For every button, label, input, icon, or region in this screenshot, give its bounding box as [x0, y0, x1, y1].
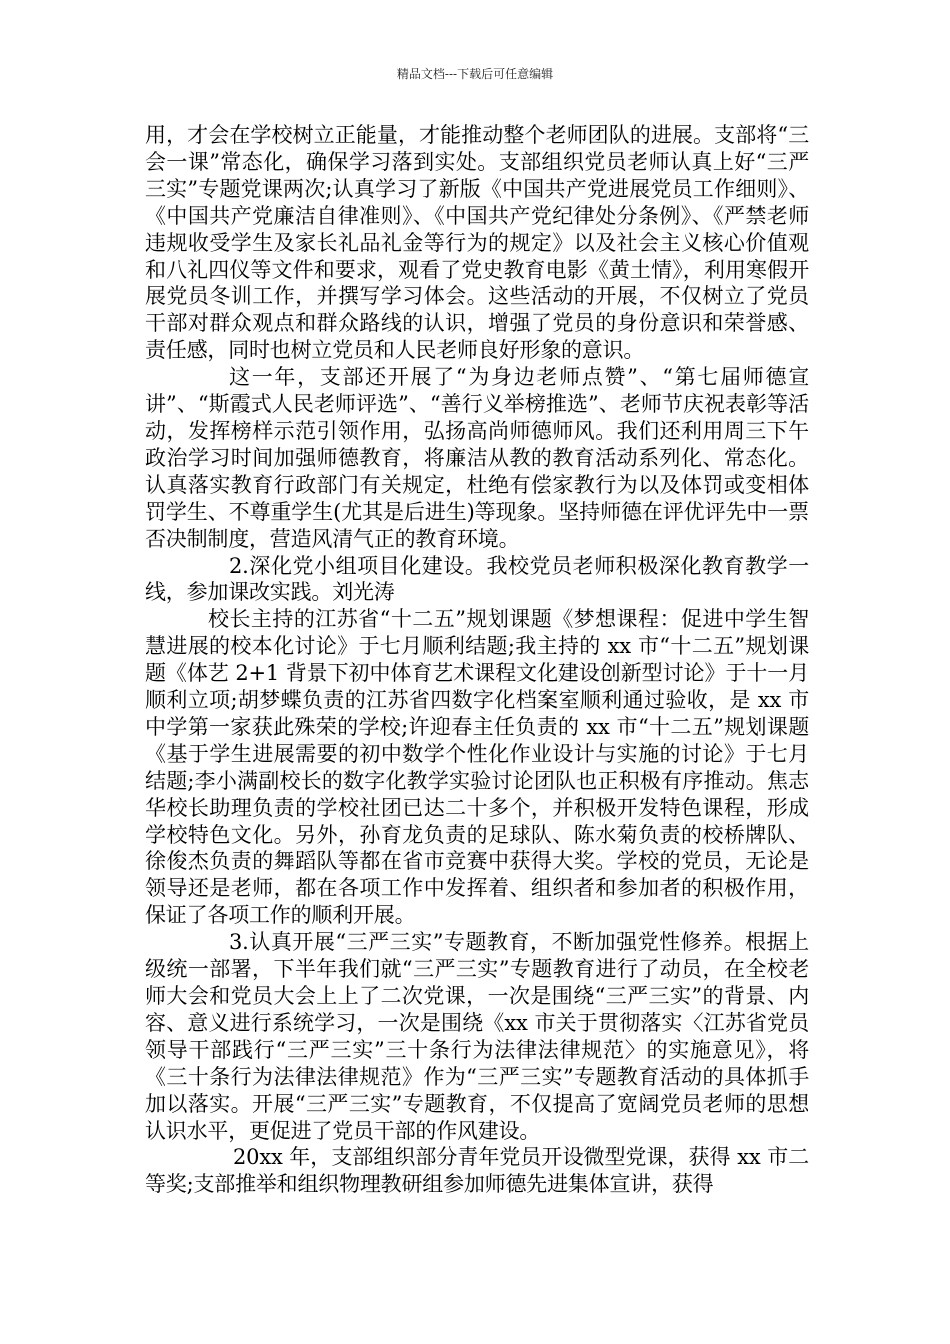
paragraph-5: 3.认真开展“三严三实”专题教育，不断加强党性修养。根据上级统一部署，下半年我们就“三严三实”专题教育进行了动员，在全校老师大会和党员大会上上了二次党课，一次是围绕“三严三实”的背景、内容、意义进行系统学习，一次是围绕《xx 市关于贯彻落实〈江苏省党员领导干部践行“三严三实”三十条行为法律法律规范〉的实施意见》，将《三十条行为法律法律规范》作为“三严三实”专题教育活动的具体抓手加以落实。开展“三严三实”专题教育，不仅提高了宽阔党员老师的思想认识水平，更促进了党员干部的作风建设。: [145, 930, 809, 1143]
paragraph-6: 20xx 年，支部组织部分青年党员开设微型党课，获得 xx 市二等奖;支部推举和组织物理教研组参加师德先进集体宣讲，获得: [145, 1145, 809, 1197]
paragraph-3: 2.深化党小组项目化建设。我校党员老师积极深化教育教学一线，参加课改实践。刘光涛: [145, 553, 809, 605]
paragraph-1: 用，才会在学校树立正能量，才能推动整个老师团队的进展。支部将“三会一课”常态化，确保学习落到实处。支部组织党员老师认真上好“三严三实”专题党课两次;认真学习了新版《中国共产党进展党员工作细则》、《中国共产党廉洁自律准则》、《中国共产党纪律处分条例》、《严禁老师违规收受学生及家长礼品礼金等行为的规定》以及社会主义核心价值观和八礼四仪等文件和要求，观看了党史教育电影《黄土情》，利用寒假开展党员冬训工作，并撰写学习体会。这些活动的开展，不仅树立了党员干部对群众观点和群众路线的认识，增强了党员的身份意识和荣誉感、责任感，同时也树立党员和人民老师良好形象的意识。: [145, 123, 809, 363]
page-header: 精品文档---下载后可任意编辑: [396, 67, 554, 81]
paragraph-2: 这一年，支部还开展了“为身边老师点赞”、“第七届师德宣讲”、“斯霞式人民老师评选”、“善行义举榜推选”、老师节庆祝表彰等活动，发挥榜样示范引领作用，弘扬高尚师德师风。我们还利用周三下午政治学习时间加强师德教育，将廉洁从教的教育活动系列化、常态化。认真落实教育行政部门有关规定，杜绝有偿家教行为以及体罚或变相体罚学生、不尊重学生(尤其是后进生)等现象。坚持师德在评优评先中一票否决制制度，营造风清气正的教育环境。: [145, 365, 809, 551]
document-body: [145, 122, 809, 1198]
paragraph-4: 校长主持的江苏省“十二五”规划课题《梦想课程：促进中学生智慧进展的校本化讨论》于七月顺利结题;我主持的 xx 市“十二五”规划课题《体艺 2+1 背景下初中体育艺术课程文化建设创新型讨论》于十一月顺利立项;胡梦蝶负责的江苏省四数字化档案室顺利通过验收，是 xx 市中学第一家获此殊荣的学校;许迎春主任负责的 xx 市“十二五”规划课题《基于学生进展需要的初中数学个性化作业设计与实施的讨论》于七月结题;李小满副校长的数字化教学实验讨论团队也正积极有序推动。焦志华校长助理负责的学校社团已达二十多个，并积极开发特色课程，形成学校特色文化。另外，孙育龙负责的足球队、陈水菊负责的校桥牌队、徐俊杰负责的舞蹈队等都在省市竞赛中获得大奖。学校的党员，无论是领导还是老师，都在各项工作中发挥着、组织者和参加者的积极作用，保证了各项工作的顺利开展。: [145, 607, 809, 928]
